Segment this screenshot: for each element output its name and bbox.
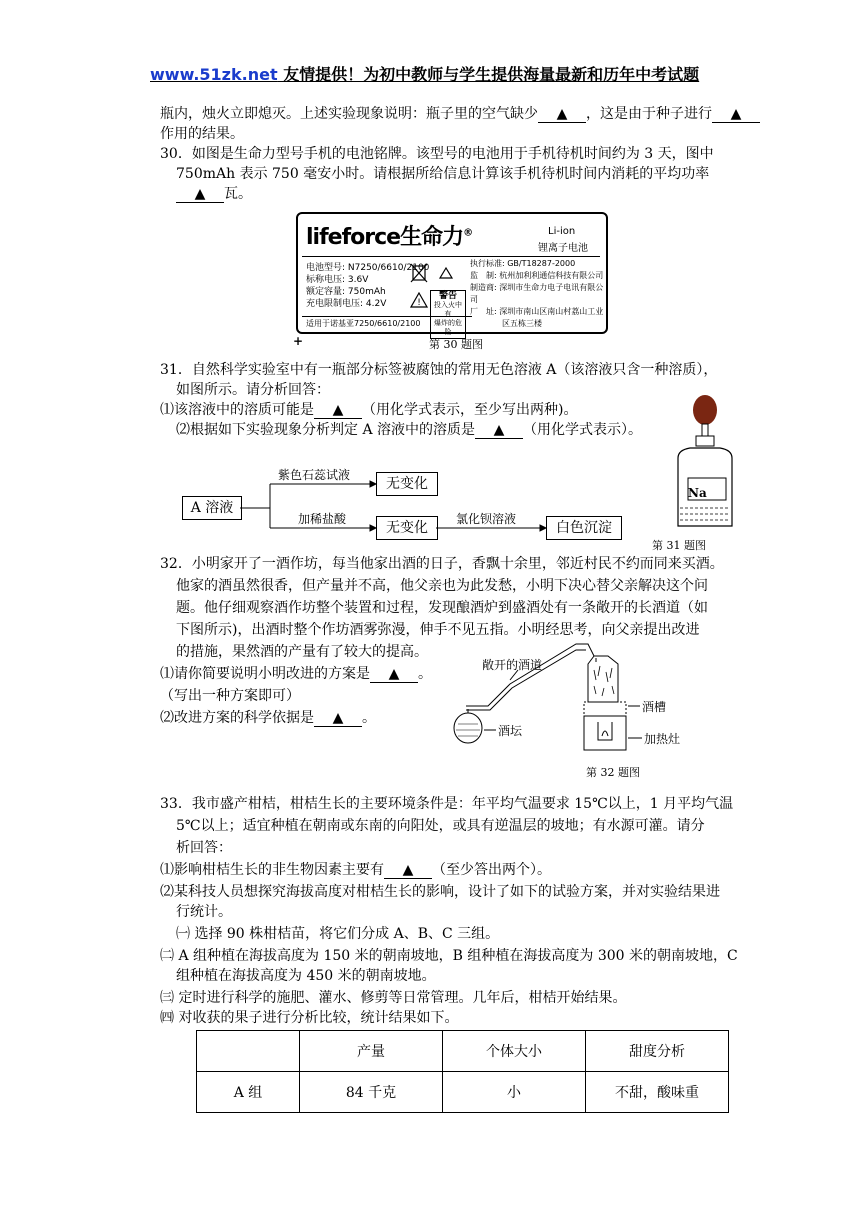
spec-right: 执行标准: GB/T18287-2000 监 制: 杭州加利利通信科技有限公司 制造商: 深圳市生命力电子电讯有限公司 厂 址: 深圳市南山区南山村荔山工业 区五栋三楼 [470, 259, 604, 328]
q29-line1: 瓶内，烛火立即熄灭。上述实验现象说明：瓶子里的空气缺少 ▲ ，这是由于种子进行 ▲ [160, 104, 760, 124]
q33-line2: 5℃以上；适宜种植在朝南或东南的向阳处，或具有逆温层的坡地；有水源可灌。请分 [176, 818, 705, 834]
q33-line1: 33．我市盛产柑桔，柑桔生长的主要环境条件是：年平均气温要求 15℃以上，1 月平均气温 [160, 796, 734, 812]
fig-label-stove: 加热灶 [644, 732, 681, 746]
q33-line5: ⑵某科技人员想探究海拔高度对柑桔生长的影响，设计了如下的试验方案，并对实验结果进 [160, 884, 720, 900]
q32-line6: ⑴请你简要说明小明改进的方案是 ▲ 。 [160, 666, 432, 682]
table-cell: 小 [443, 1072, 586, 1113]
q33-line3: 析回答： [176, 840, 232, 856]
q33-step3: ㈢ 定时进行科学的施肥、灌水、修剪等日常管理。几年后，柑桔开始结果。 [160, 990, 627, 1006]
q30-line3: ▲ 瓦。 [176, 184, 252, 204]
q32-line8: ⑵改进方案的科学依据是 ▲ 。 [160, 710, 376, 726]
q31-line1: 31．自然科学实验室中有一瓶部分标签被腐蚀的常用无色溶液 A（该溶液只含一种溶质）， [160, 362, 718, 378]
q31-line4: ⑵根据如下实验现象分析判定 A 溶液中的溶质是 ▲ （用化学式表示）。 [176, 422, 643, 438]
q30-caption: 第 30 题图 [429, 338, 483, 351]
warning-triangle-icon [410, 292, 428, 308]
table-cell: 84 千克 [300, 1072, 443, 1113]
flow-reagent1: 紫色石蕊试液 [278, 468, 351, 482]
q30-line2: 750mAh 表示 750 毫安小时。请根据所给信息计算该手机待机时间内消耗的平均功率 [176, 166, 710, 182]
results-table [196, 1030, 729, 1113]
fig-label-tank: 酒槽 [642, 700, 667, 714]
q33-step1: ㈠ 选择 90 株柑桔苗，将它们分成 A、B、C 三组。 [176, 926, 500, 942]
site-link[interactable]: www.51zk.net [150, 65, 278, 84]
q31-caption: 第 31 题图 [652, 539, 706, 552]
q32-line3: 题。他仔细观察酒作坊整个装置和过程，发现酿酒炉到盛酒处有一条敞开的长酒道（如 [176, 600, 708, 616]
answer-blank[interactable]: ▲ [475, 422, 523, 439]
battery-label [296, 212, 608, 334]
recycle-icons [410, 262, 458, 284]
q33-line4: ⑴影响柑桔生长的非生物因素主要有 ▲ （至少答出两个）。 [160, 862, 551, 878]
q32-line1: 32．小明家开了一酒作坊，每当他家出酒的日子，香飘十余里，邻近村民不约而同来买酒。 [160, 556, 724, 572]
battery-type-cn: 锂离子电池 [538, 243, 588, 254]
flow-result3-box: 白色沉淀 [546, 516, 622, 540]
flow-result1-box: 无变化 [376, 472, 438, 496]
table-header-cell: 甜度分析 [586, 1031, 729, 1072]
fig-label-jar: 酒坛 [498, 724, 523, 738]
flow-result2-box: 无变化 [376, 516, 438, 540]
q30-line1: 30．如图是生命力型号手机的电池铭牌。该型号的电池用于手机待机时间约为 3 天，图中 [160, 146, 714, 162]
table-header-cell: 个体大小 [443, 1031, 586, 1072]
table-header-row [197, 1031, 729, 1072]
answer-blank[interactable]: ▲ [384, 862, 432, 879]
answer-blank[interactable]: ▲ [314, 402, 362, 419]
brand-logo: lifeforce生命力® [306, 225, 473, 250]
reagent-bottle [670, 394, 740, 532]
flow-start-box: A 溶液 [182, 496, 242, 520]
answer-blank[interactable]: ▲ [712, 106, 760, 123]
q33-step2a: ㈡ A 组种植在海拔高度为 150 米的朝南坡地，B 组种植在海拔高度为 300 米的朝南坡地，C [160, 948, 738, 964]
answer-blank[interactable]: ▲ [314, 710, 362, 727]
q32-line2: 他家的酒虽然很香，但产量并不高，他父亲也为此发愁，小明下决心替父亲解决这个问 [176, 578, 708, 594]
q31-line2: 如图所示。请分析回答： [176, 382, 330, 398]
page-header [150, 62, 730, 85]
table-cell: A 组 [197, 1072, 300, 1113]
flow-reagent2: 加稀盐酸 [298, 512, 347, 526]
q33-line6: 行统计。 [176, 904, 232, 920]
table-cell: 不甜，酸味重 [586, 1072, 729, 1113]
plus-mark: + [293, 334, 304, 348]
table-header-cell [197, 1031, 300, 1072]
q29-line2: 作用的结果。 [160, 126, 244, 142]
answer-blank[interactable]: ▲ [370, 666, 418, 683]
spec-bottom: 适用于诺基亚7250/6610/2100 [306, 319, 421, 328]
table-header-cell: 产量 [300, 1031, 443, 1072]
answer-blank[interactable]: ▲ [538, 106, 586, 123]
q31-line3: ⑴该溶液中的溶质可能是 ▲ （用化学式表示，至少写出两种)。 [160, 402, 578, 418]
fig-label-channel: 敞开的酒道 [482, 658, 543, 672]
spec-left: 电池型号: N7250/6610/2100 标称电压: 3.6V 额定容量: 750mAh 充电限制电压: 4.2V [306, 263, 430, 309]
q33-step2b: 组种植在海拔高度为 450 米的朝南坡地。 [176, 968, 436, 984]
q33-step4: ㈣ 对收获的果子进行分析比较，统计结果如下。 [160, 1010, 459, 1026]
q32-line7: （写出一种方案即可） [160, 688, 300, 704]
flow-reagent3: 氯化钡溶液 [456, 512, 517, 526]
svg-text:!: ! [417, 298, 421, 308]
q32-line4: 下图所示)，出酒时整个作坊酒雾弥漫，伸手不见五指。小明经思考，向父亲提出改进 [176, 622, 700, 638]
table-row [197, 1072, 729, 1113]
battery-type: Li-ion [548, 226, 576, 237]
header-text: 友情提供！为初中教师与学生提供海量最新和历年中考试题 [277, 65, 700, 84]
bottle-label: Na [688, 486, 707, 500]
q32-line5: 的措施，果然酒的产量有了较大的提高。 [176, 644, 428, 660]
answer-blank[interactable]: ▲ [176, 186, 224, 203]
q32-caption: 第 32 题图 [586, 766, 640, 779]
warning-box: 警告 投入火中有 爆炸的危险 [430, 290, 466, 339]
